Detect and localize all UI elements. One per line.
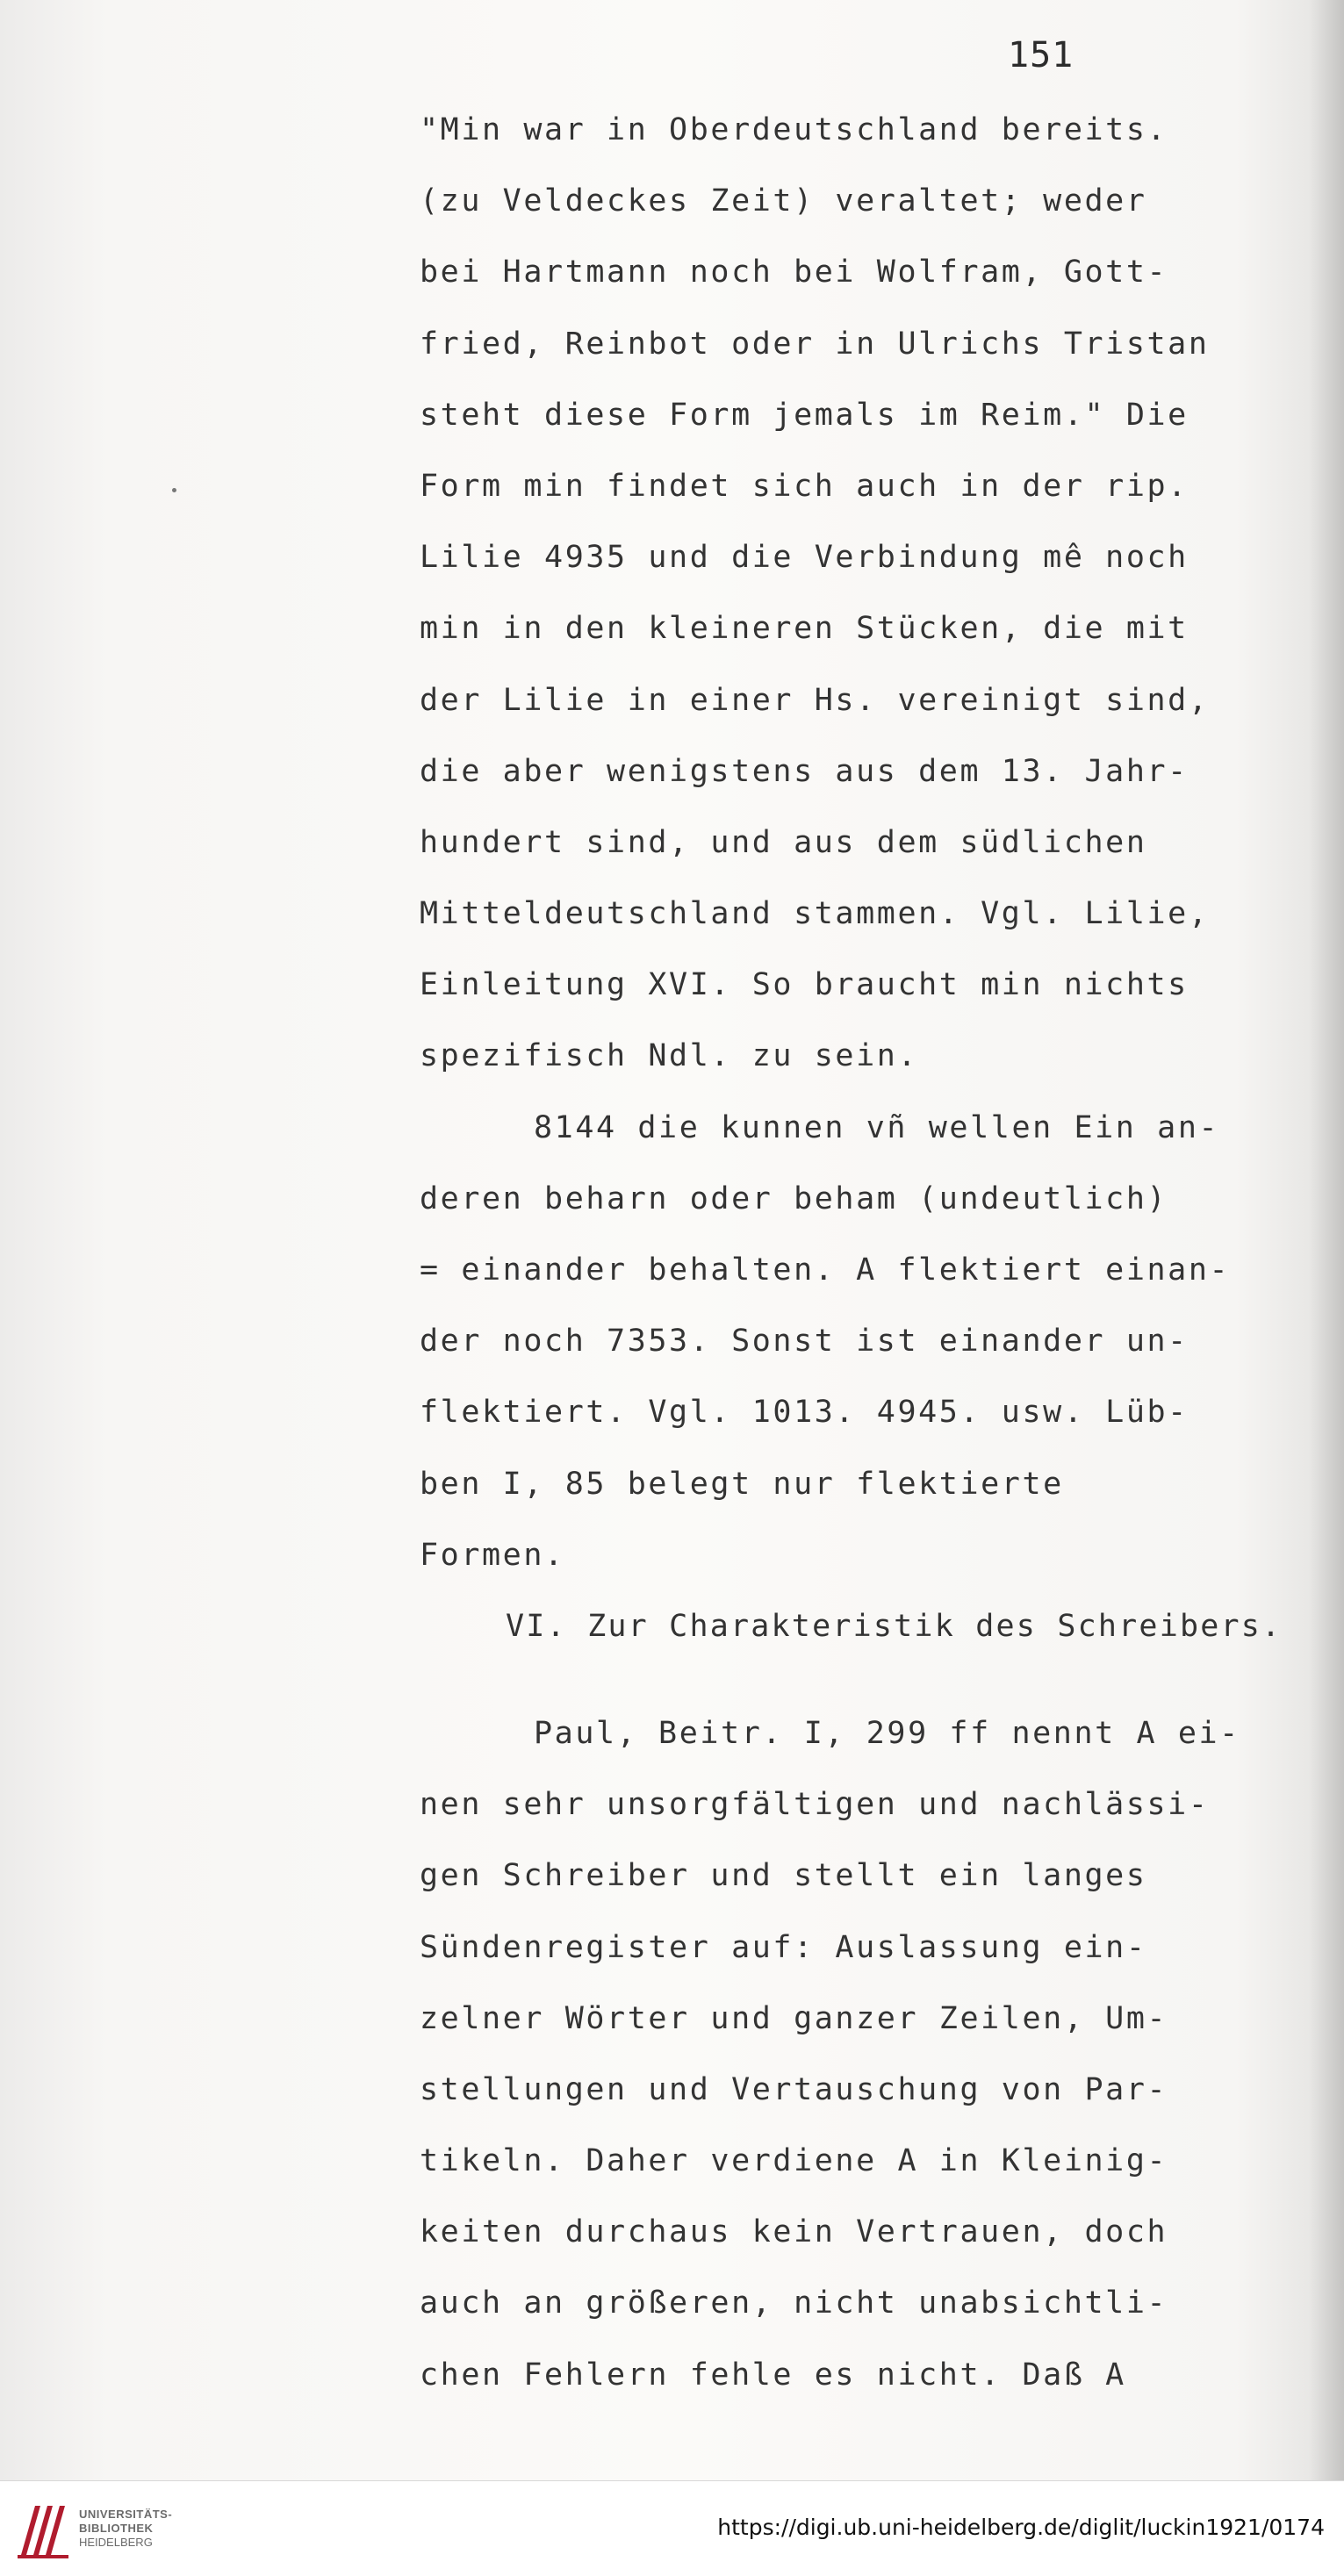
text-line: Sündenregister auf: Auslassung ein- [420,1929,1147,1965]
library-logo-icon [14,2497,75,2560]
text-line: stellungen und Vertauschung von Par- [420,2071,1168,2107]
margin-mark [172,488,176,492]
text-line: fried, Reinbot oder in Ulrichs Tristan [420,326,1210,362]
page-number: 151 [1008,35,1074,75]
text-line: bei Hartmann noch bei Wolfram, Gott- [420,255,1168,291]
text-line: hundert sind, und aus dem südlichen [420,824,1147,860]
text-line: Form min findet sich auch in der rip. [420,468,1189,504]
text-line: tikeln. Daher verdiene A in Kleinig- [420,2143,1168,2179]
text-line: flektiert. Vgl. 1013. 4945. usw. Lüb- [420,1395,1189,1431]
library-name [79,2508,172,2550]
library-name-line2: BIBLIOTHEK [79,2522,154,2535]
text-line: steht diese Form jemals im Reim." Die [420,397,1189,433]
text-line: die aber wenigstens aus dem 13. Jahr- [420,753,1189,789]
text-line: chen Fehlern fehle es nicht. Daß A [420,2357,1126,2393]
text-line: gen Schreiber und stellt ein langes [420,1858,1147,1894]
library-name-line1: UNIVERSITÄTS- [79,2508,173,2521]
text-line: der Lilie in einer Hs. vereinigt sind, [420,682,1210,718]
text-line: = einander behalten. A flektiert einan- [420,1252,1231,1288]
text-line: Paul, Beitr. I, 299 ff nennt A ei- [534,1715,1240,1751]
permalink-url[interactable]: https://digi.ub.uni-heidelberg.de/diglit/luckin1921/0174 [717,2515,1325,2540]
text-line: nen sehr unsorgfältigen und nachlässi- [420,1787,1210,1823]
viewer-footer [0,2480,1344,2576]
text-line: deren beharn oder beham (undeutlich) [420,1180,1168,1216]
text-line: der noch 7353. Sonst ist einander un- [420,1324,1189,1360]
text-line: min in den kleineren Stücken, die mit [420,611,1189,647]
text-line: spezifisch Ndl. zu sein. [420,1038,919,1074]
text-line: Einleitung XVI. So braucht min nichts [420,967,1189,1003]
text-line: "Min war in Oberdeutschland bereits. [420,112,1168,147]
text-line: auch an größeren, nicht unabsichtli- [420,2285,1168,2321]
text-line: Lilie 4935 und die Verbindung mê noch [420,540,1189,576]
text-line: keiten durchaus kein Vertrauen, doch [420,2214,1168,2250]
text-line: Mitteldeutschland stammen. Vgl. Lilie, [420,896,1210,932]
text-line: ben I, 85 belegt nur flektierte [420,1466,1064,1502]
text-line: (zu Veldeckes Zeit) veraltet; weder [420,183,1147,219]
section-heading: VI. Zur Charakteristik des Schreibers. [506,1608,1283,1644]
library-name-line3: HEIDELBERG [79,2536,153,2549]
text-line: Formen. [420,1537,565,1573]
text-line: zelner Wörter und ganzer Zeilen, Um- [420,2000,1168,2036]
text-line: 8144 die kunnen vñ wellen Ein an- [534,1109,1220,1145]
typed-text-body [420,104,1333,2420]
